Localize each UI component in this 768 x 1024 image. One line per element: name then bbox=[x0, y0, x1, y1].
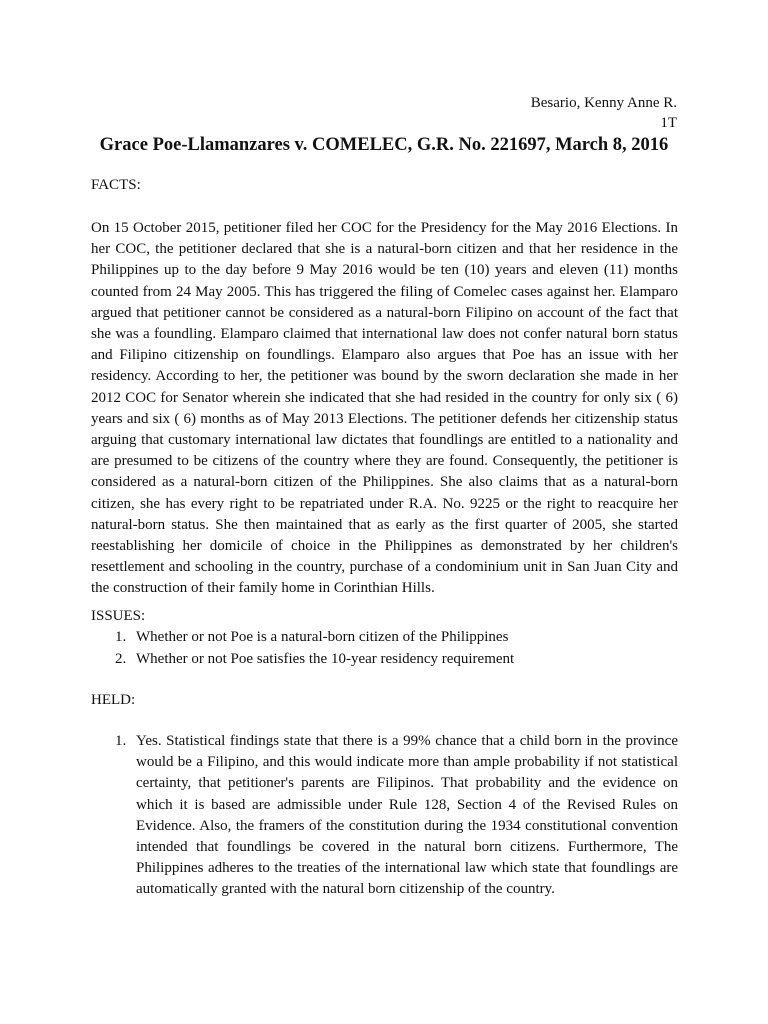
held-item bbox=[115, 731, 678, 901]
issue-text: Whether or not Poe satisfies the 10-year residency requirement bbox=[136, 650, 515, 667]
held-number: 1. bbox=[115, 733, 127, 749]
issue-number: 1. bbox=[115, 629, 127, 645]
held-list bbox=[115, 731, 678, 901]
issues-heading: ISSUES: bbox=[91, 608, 146, 624]
held-text: Yes. Statistical findings state that there is a 99% chance that a child born in the province would be a Filipino, and this would indicate more than ample probability if not statistical certainty, that petitioner's parents are Filipinos. That probability and the evidence on which it is based are admissible under Rule 128, Section 4 of the Revised Rules on Evidence. Also, the framers of the constitution during the 1934 constitutional convention intended that foundlings be covered in the natural born citizens. Furthermore, The Philippines adheres to the treaties of the international law which state that foundlings are automatically granted with the natural born citizenship of the country. bbox=[136, 733, 678, 898]
document-title: Grace Poe-Llamanzares v. COMELEC, G.R. No. 221697, March 8, 2016 bbox=[99, 135, 669, 155]
facts-paragraph: On 15 October 2015, petitioner filed her COC for the Presidency for the May 2016 Elections. In her COC, the petitioner declared that she is a natural-born citizen and that her residence in the Philippines up to the day before 9 May 2016 would be ten (10) years and eleven (11) months counted from 24 May 2005. This has triggered the filing of Comelec cases against her. Elamparo argued that petitioner cannot be considered as a natural-born Filipino on account of the fact that she was a foundling. Elamparo claimed that international law does not confer natural born status and Filipino citizenship on foundlings. Elamparo also argues that Poe has an issue with her residency. According to her, the petitioner was bound by the sworn declaration she made in her 2012 COC for Senator wherein she indicated that she had resided in the country for only six ( 6) years and six ( 6) months as of May 2013 Elections. The petitioner defends her citizenship status arguing that customary international law dictates that foundlings are entitled to a nationality and are presumed to be citizens of the country where they are found. Consequently, the petitioner is considered as a natural-born citizen of the Philippines. She also claims that as a natural-born citizen, she has every right to be repatriated under R.A. No. 9225 or the right to reacquire her natural-born status. She then maintained that as early as the first quarter of 2005, she started reestablishing her domicile of choice in the Philippines as demonstrated by her children's resettlement and schooling in the country, purchase of a condominium unit in San Juan City and the construction of their family home in Corinthian Hills. bbox=[91, 220, 678, 597]
issue-item bbox=[115, 627, 678, 649]
held-heading: HELD: bbox=[91, 692, 136, 708]
author-section: 1T bbox=[660, 115, 677, 131]
issues-list bbox=[115, 627, 678, 670]
facts-heading: FACTS: bbox=[91, 177, 141, 193]
issue-number: 2. bbox=[115, 650, 127, 667]
issue-item bbox=[115, 649, 678, 671]
author-block bbox=[531, 93, 677, 133]
author-name: Besario, Kenny Anne R. bbox=[530, 95, 677, 111]
issue-text: Whether or not Poe is a natural-born citizen of the Philippines bbox=[136, 629, 509, 645]
